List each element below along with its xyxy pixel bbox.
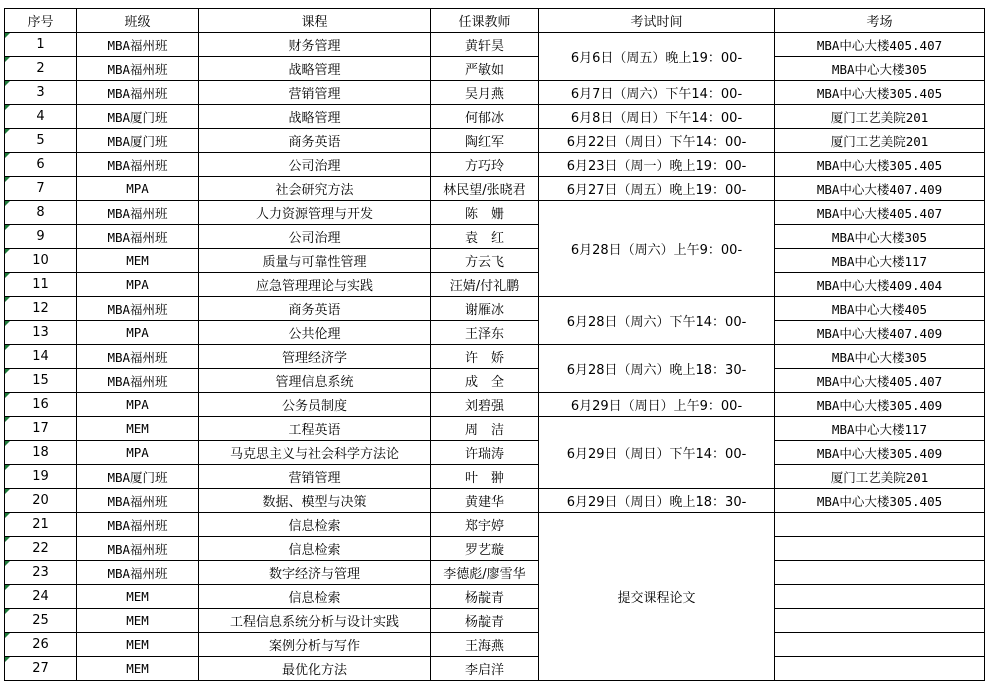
row-number-cell[interactable]: 5 [5,129,77,153]
exam-time-cell[interactable]: 6月27日（周五）晚上19：00- [539,177,775,201]
table-row [5,561,985,585]
table-row [5,321,985,345]
table-row [5,81,985,105]
row-number-cell[interactable]: 18 [5,441,77,465]
row-number-cell[interactable]: 15 [5,369,77,393]
course-cell[interactable]: 工程英语 [199,417,431,441]
teacher-cell[interactable]: 罗艺璇 [431,537,539,561]
teacher-cell[interactable]: 袁 红 [431,225,539,249]
class-cell[interactable]: MEM [77,249,199,273]
table-row [5,297,985,321]
exam-room-cell[interactable] [775,513,985,537]
table-row [5,609,985,633]
row-number-cell[interactable]: 12 [5,297,77,321]
course-cell[interactable]: 社会研究方法 [199,177,431,201]
table-row [5,201,985,225]
header-cell-course[interactable]: 课程 [199,9,431,33]
exam-time-cell[interactable]: 6月7日（周六）下午14：00- [539,81,775,105]
exam-room-cell[interactable]: MBA中心大楼305.409 [775,441,985,465]
row-number-cell[interactable]: 21 [5,513,77,537]
table-row [5,393,985,417]
table-row [5,153,985,177]
header-cell-exam-room[interactable]: 考场 [775,9,985,33]
exam-room-cell[interactable]: MBA中心大楼117 [775,249,985,273]
row-number-cell[interactable]: 24 [5,585,77,609]
class-cell[interactable]: MEM [77,657,199,681]
exam-room-cell[interactable] [775,537,985,561]
table-row [5,177,985,201]
exam-room-cell[interactable] [775,633,985,657]
teacher-cell[interactable]: 李启洋 [431,657,539,681]
exam-room-cell[interactable]: MBA中心大楼405.407 [775,33,985,57]
table-row [5,57,985,81]
row-number-cell[interactable]: 27 [5,657,77,681]
teacher-cell[interactable]: 陈 姗 [431,201,539,225]
exam-room-cell[interactable] [775,657,985,681]
row-number-cell[interactable]: 20 [5,489,77,513]
class-cell[interactable]: MEM [77,417,199,441]
header-cell-teacher[interactable]: 任课教师 [431,9,539,33]
course-cell[interactable]: 数字经济与管理 [199,561,431,585]
header-cell-class[interactable]: 班级 [77,9,199,33]
teacher-cell[interactable]: 王海燕 [431,633,539,657]
row-number-cell[interactable]: 4 [5,105,77,129]
exam-room-cell[interactable]: MBA中心大楼117 [775,417,985,441]
exam-room-cell[interactable]: MBA中心大楼405 [775,297,985,321]
table-row [5,657,985,681]
exam-room-cell[interactable]: MBA中心大楼405.407 [775,201,985,225]
exam-room-cell[interactable]: MBA中心大楼305.409 [775,393,985,417]
teacher-cell[interactable]: 黄轩昊 [431,33,539,57]
exam-room-cell[interactable]: MBA中心大楼305 [775,225,985,249]
exam-time-cell[interactable]: 6月29日（周日）晚上18：30- [539,489,775,513]
class-cell[interactable]: MBA福州班 [77,153,199,177]
table-row [5,105,985,129]
header-cell-exam-time[interactable]: 考试时间 [539,9,775,33]
class-cell[interactable]: MBA福州班 [77,201,199,225]
course-cell[interactable]: 案例分析与写作 [199,633,431,657]
teacher-cell[interactable]: 叶 翀 [431,465,539,489]
exam-time-cell[interactable]: 6月28日（周六）上午9：00- [539,201,775,297]
row-number-cell[interactable]: 7 [5,177,77,201]
row-number-cell[interactable]: 14 [5,345,77,369]
row-number-cell[interactable]: 16 [5,393,77,417]
teacher-cell[interactable]: 方云飞 [431,249,539,273]
course-cell[interactable]: 管理信息系统 [199,369,431,393]
exam-room-cell[interactable]: MBA中心大楼305 [775,57,985,81]
teacher-cell[interactable]: 汪婧/付礼鹏 [431,273,539,297]
table-row [5,537,985,561]
class-cell[interactable]: MBA福州班 [77,369,199,393]
teacher-cell[interactable]: 郑宇婷 [431,513,539,537]
table-row [5,273,985,297]
teacher-cell[interactable]: 杨靛青 [431,609,539,633]
exam-time-cell[interactable]: 提交课程论文 [539,513,775,681]
row-number-cell[interactable]: 17 [5,417,77,441]
course-cell[interactable]: 应急管理理论与实践 [199,273,431,297]
row-number-cell[interactable]: 9 [5,225,77,249]
class-cell[interactable]: MBA福州班 [77,489,199,513]
teacher-cell[interactable]: 严敏如 [431,57,539,81]
table-row [5,489,985,513]
exam-room-cell[interactable]: MBA中心大楼305.405 [775,81,985,105]
class-cell[interactable]: MPA [77,273,199,297]
exam-room-cell[interactable] [775,561,985,585]
table-row [5,585,985,609]
teacher-cell[interactable]: 林民望/张晓君 [431,177,539,201]
course-cell[interactable]: 商务英语 [199,129,431,153]
course-cell[interactable]: 马克思主义与社会科学方法论 [199,441,431,465]
course-cell[interactable]: 公务员制度 [199,393,431,417]
table-row [5,441,985,465]
exam-room-cell[interactable] [775,609,985,633]
table-row [5,417,985,441]
exam-time-cell[interactable]: 6月29日（周日）下午14：00- [539,417,775,489]
exam-room-cell[interactable]: MBA中心大楼407.409 [775,177,985,201]
course-cell[interactable]: 最优化方法 [199,657,431,681]
row-number-cell[interactable]: 26 [5,633,77,657]
teacher-cell[interactable]: 吴月燕 [431,81,539,105]
exam-room-cell[interactable]: MBA中心大楼409.404 [775,273,985,297]
table-row [5,33,985,57]
class-cell[interactable]: MEM [77,609,199,633]
class-cell[interactable]: MBA福州班 [77,537,199,561]
exam-time-cell[interactable]: 6月29日（周日）上午9：00- [539,393,775,417]
teacher-cell[interactable]: 何郁冰 [431,105,539,129]
course-cell[interactable]: 数据、模型与决策 [199,489,431,513]
class-cell[interactable]: MBA厦门班 [77,105,199,129]
course-cell[interactable]: 战略管理 [199,105,431,129]
class-cell[interactable]: MBA厦门班 [77,129,199,153]
class-cell[interactable]: MPA [77,177,199,201]
row-number-cell[interactable]: 1 [5,33,77,57]
teacher-cell[interactable]: 王泽东 [431,321,539,345]
class-cell[interactable]: MBA福州班 [77,33,199,57]
row-number-cell[interactable]: 10 [5,249,77,273]
exam-time-cell[interactable]: 6月28日（周六）晚上18：30- [539,345,775,393]
course-cell[interactable]: 公司治理 [199,225,431,249]
course-cell[interactable]: 人力资源管理与开发 [199,201,431,225]
class-cell[interactable]: MEM [77,633,199,657]
teacher-cell[interactable]: 周 洁 [431,417,539,441]
row-number-cell[interactable]: 8 [5,201,77,225]
class-cell[interactable]: MBA福州班 [77,81,199,105]
course-cell[interactable]: 财务管理 [199,33,431,57]
exam-time-cell[interactable]: 6月6日（周五）晚上19：00- [539,33,775,81]
class-cell[interactable]: MPA [77,441,199,465]
class-cell[interactable]: MPA [77,321,199,345]
table-row [5,249,985,273]
teacher-cell[interactable]: 谢雁冰 [431,297,539,321]
class-cell[interactable]: MBA福州班 [77,561,199,585]
course-cell[interactable]: 工程信息系统分析与设计实践 [199,609,431,633]
course-cell[interactable]: 公共伦理 [199,321,431,345]
teacher-cell[interactable]: 成 全 [431,369,539,393]
course-cell[interactable]: 营销管理 [199,81,431,105]
exam-room-cell[interactable]: MBA中心大楼407.409 [775,321,985,345]
header-cell-no[interactable]: 序号 [5,9,77,33]
class-cell[interactable]: MPA [77,393,199,417]
row-number-cell[interactable]: 11 [5,273,77,297]
row-number-cell[interactable]: 6 [5,153,77,177]
exam-time-cell[interactable]: 6月28日（周六）下午14：00- [539,297,775,345]
exam-room-cell[interactable]: 厦门工艺美院201 [775,105,985,129]
course-cell[interactable]: 信息检索 [199,513,431,537]
course-cell[interactable]: 公司治理 [199,153,431,177]
row-number-cell[interactable]: 2 [5,57,77,81]
table-row [5,513,985,537]
course-cell[interactable]: 信息检索 [199,537,431,561]
row-number-cell[interactable]: 3 [5,81,77,105]
course-cell[interactable]: 营销管理 [199,465,431,489]
exam-time-cell[interactable]: 6月8日（周日）下午14：00- [539,105,775,129]
course-cell[interactable]: 信息检索 [199,585,431,609]
class-cell[interactable]: MEM [77,585,199,609]
table-row [5,369,985,393]
table-row [5,225,985,249]
teacher-cell[interactable]: 许 娇 [431,345,539,369]
row-number-cell[interactable]: 19 [5,465,77,489]
exam-schedule-table [4,8,985,681]
table-row [5,345,985,369]
course-cell[interactable]: 战略管理 [199,57,431,81]
class-cell[interactable]: MBA福州班 [77,513,199,537]
teacher-cell[interactable]: 杨靛青 [431,585,539,609]
row-number-cell[interactable]: 25 [5,609,77,633]
teacher-cell[interactable]: 方巧玲 [431,153,539,177]
class-cell[interactable]: MBA福州班 [77,57,199,81]
exam-room-cell[interactable]: MBA中心大楼405.407 [775,369,985,393]
table-row [5,465,985,489]
exam-room-cell[interactable] [775,585,985,609]
row-number-cell[interactable]: 13 [5,321,77,345]
exam-room-cell[interactable]: 厦门工艺美院201 [775,465,985,489]
class-cell[interactable]: MBA厦门班 [77,465,199,489]
table-row [5,633,985,657]
exam-time-cell[interactable]: 6月22日（周日）下午14：00- [539,129,775,153]
exam-room-cell[interactable]: MBA中心大楼305.405 [775,153,985,177]
exam-schedule-sheet [4,8,985,681]
teacher-cell[interactable]: 许瑞涛 [431,441,539,465]
table-row [5,129,985,153]
teacher-cell[interactable]: 黄建华 [431,489,539,513]
row-number-cell[interactable]: 23 [5,561,77,585]
teacher-cell[interactable]: 陶红军 [431,129,539,153]
teacher-cell[interactable]: 刘碧强 [431,393,539,417]
class-cell[interactable]: MBA福州班 [77,345,199,369]
exam-room-cell[interactable]: 厦门工艺美院201 [775,129,985,153]
class-cell[interactable]: MBA福州班 [77,297,199,321]
row-number-cell[interactable]: 22 [5,537,77,561]
exam-time-cell[interactable]: 6月23日（周一）晚上19：00- [539,153,775,177]
teacher-cell[interactable]: 李德彪/廖雪华 [431,561,539,585]
course-cell[interactable]: 管理经济学 [199,345,431,369]
course-cell[interactable]: 质量与可靠性管理 [199,249,431,273]
exam-room-cell[interactable]: MBA中心大楼305.405 [775,489,985,513]
header-row [5,9,985,33]
course-cell[interactable]: 商务英语 [199,297,431,321]
exam-room-cell[interactable]: MBA中心大楼305 [775,345,985,369]
class-cell[interactable]: MBA福州班 [77,225,199,249]
